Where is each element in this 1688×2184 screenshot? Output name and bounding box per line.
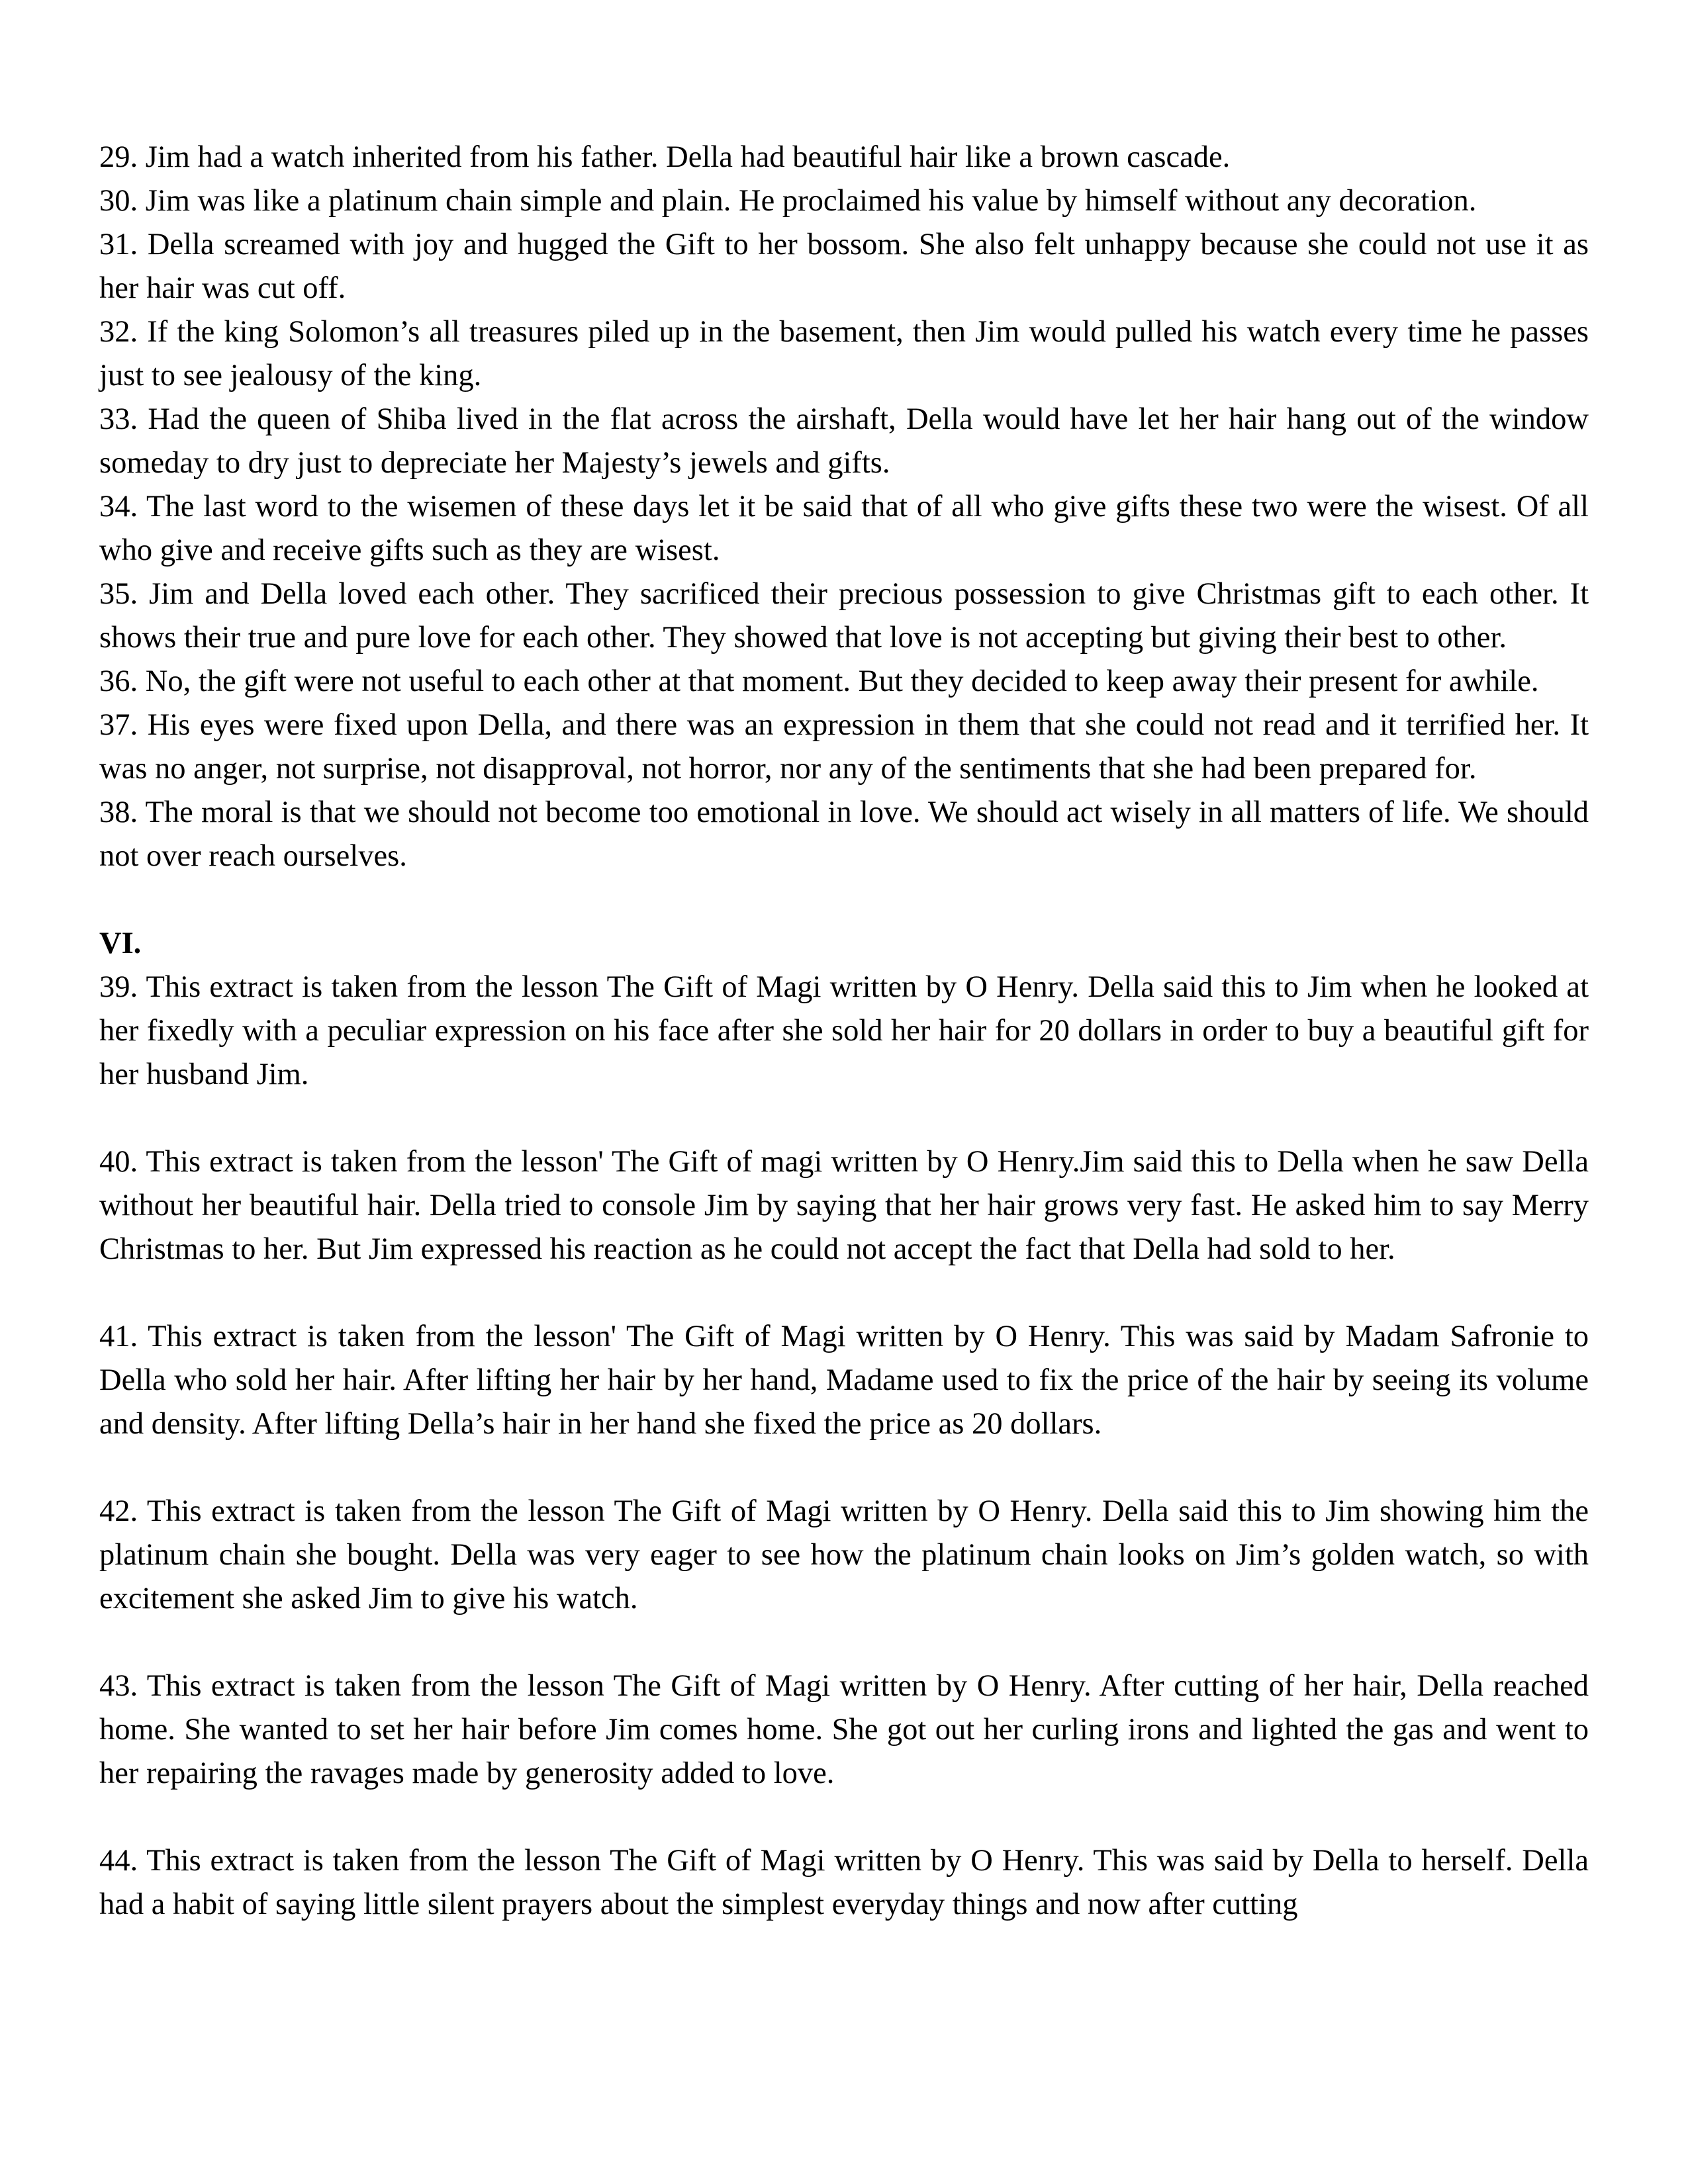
answer-39: 39. This extract is taken from the lesson The Gift of Magi written by O Henry. Della said this to Jim when he looked at her fixedly with a peculiar expression on his face after she sold her hair for 20 dollars in order to buy a beautiful gift for her husband Jim. bbox=[99, 970, 1589, 1091]
answer-38: 38. The moral is that we should not become too emotional in love. We should act wisely in all matters of life. We should not over reach ourselves. bbox=[99, 796, 1589, 873]
answer-32: 32. If the king Solomon’s all treasures piled up in the basement, then Jim would pulled his watch every time he passes just to see jealousy of the king. bbox=[99, 315, 1589, 392]
answer-40: 40. This extract is taken from the lesson' The Gift of magi written by O Henry.Jim said this to Della when he saw Della without her beautiful hair. Della tried to console Jim by saying that her hair grows very fast. He asked him to say Merry Christmas to her. But Jim expressed his reaction as he could not accept the fact that Della had sold to her. bbox=[99, 1145, 1589, 1266]
answer-37: 37. His eyes were fixed upon Della, and there was an expression in them that she could not read and it terrified her. It was no anger, not surprise, not disapproval, not horror, nor any of the sentiments that she had been prepared for. bbox=[99, 708, 1589, 786]
answer-36: 36. No, the gift were not useful to each other at that moment. But they decided to keep away their present for awhile. bbox=[99, 664, 1539, 698]
answer-31: 31. Della screamed with joy and hugged the Gift to her bossom. She also felt unhappy because she could not use it as her hair was cut off. bbox=[99, 228, 1589, 305]
answer-41: 41. This extract is taken from the lesson' The Gift of Magi written by O Henry. This was said by Madam Safronie to Della who sold her hair. After lifting her hair by her hand, Madame used to fix the price of the hair by seeing its volume and density. After lifting Della’s hair in her hand she fixed the price as 20 dollars. bbox=[99, 1320, 1589, 1441]
answer-29: 29. Jim had a watch inherited from his father. Della had beautiful hair like a brown cascade. bbox=[99, 140, 1231, 174]
answer-33: 33. Had the queen of Shiba lived in the flat across the airshaft, Della would have let her hair hang out of the window someday to dry just to depreciate her Majesty’s jewels and gifts. bbox=[99, 402, 1589, 480]
answer-42: 42. This extract is taken from the lesson The Gift of Magi written by O Henry. Della said this to Jim showing him the platinum chain she bought. Della was very eager to see how the platinum chain looks on Jim’s golden watch, so with excitement she asked Jim to give his watch. bbox=[99, 1494, 1589, 1615]
answer-35: 35. Jim and Della loved each other. They sacrificed their precious possession to give Christmas gift to each other. It shows their true and pure love for each other. They showed that love is not accepting but giving their best to other. bbox=[99, 577, 1589, 655]
section-heading: VI. bbox=[99, 927, 142, 960]
answer-44: 44. This extract is taken from the lesson The Gift of Magi written by O Henry. This was said by Della to herself. Della had a habit of saying little silent prayers about the simplest everyday things and now after cutting bbox=[99, 1844, 1589, 1921]
answer-43: 43. This extract is taken from the lesson The Gift of Magi written by O Henry. After cutting of her hair, Della reached home. She wanted to set her hair before Jim comes home. She got out her curling irons and lighted the gas and went to her repairing the ravages made by generosity added to love. bbox=[99, 1669, 1589, 1790]
answer-30: 30. Jim was like a platinum chain simple and plain. He proclaimed his value by himself without any decoration. bbox=[99, 184, 1477, 218]
document-page bbox=[99, 136, 1589, 1927]
answer-34: 34. The last word to the wisemen of these days let it be said that of all who give gifts these two were the wisest. Of all who give and receive gifts such as they are wisest. bbox=[99, 490, 1589, 567]
